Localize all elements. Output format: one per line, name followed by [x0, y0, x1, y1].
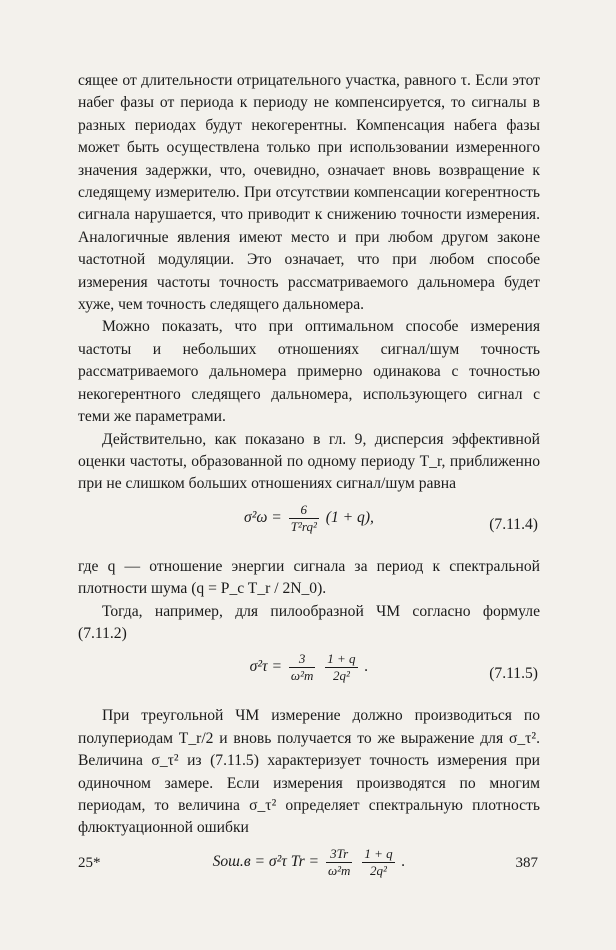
formula-7-11-4 [78, 502, 540, 548]
formula-2-label: (7.11.5) [489, 665, 538, 683]
formula-3-numerator-2: 1 + q [364, 845, 393, 861]
formula-3-denominator-2: 2q² [370, 862, 387, 878]
formula-2-fraction-1 [289, 651, 315, 684]
formula-1-fraction [289, 502, 319, 535]
paragraph-5: Тогда, например, для пилообразной ЧМ согласно формуле (7.11.2) [78, 602, 540, 642]
formula-3-denominator-1: ω²m [327, 862, 351, 878]
formula-2-lhs: σ²τ = [249, 658, 282, 676]
printer-signature: 25* [78, 855, 101, 871]
formula-2-fraction-2 [325, 651, 357, 684]
paragraph-4: где q — отношение энергии сигнала за период к спектральной плотности шума (q = P_c T_r / 2N_0). [78, 557, 540, 598]
paragraph-3: Действительно, как показано в гл. 9, дисперсия эффективной оценки частоты, образованной по одному периоду T_r, приближенно при не слишком больших отношениях сигнал/шум равна [78, 430, 540, 493]
page-number: 387 [515, 855, 538, 871]
formula-3-end: . [401, 852, 406, 870]
formula-3-numerator-1: 3Tr [326, 846, 352, 863]
formula-1-denominator: T²rq² [290, 518, 317, 534]
paragraph-1: сящее от длительности отрицательного участка, равного τ. Если этот набег фазы от периода к периоду не компенсируется, то сигналы в разных периодах будут некогерентны. Компенсация набега фазы может быть осуществлена только при использовании измеренного значения задержки, что, очевидно, означает вновь возвращение к следящему измерителю. При отсутствии компенсации когерентность сигнала нарушается, что приводит к снижению точности измерения. Аналогичные явления имеют место и при любом другом законе частотной модуляции. Это означает, что при любом способе измерения частоты точность рассматриваемого дальномера будет хуже, чем точность следящего дальномера. [78, 72, 540, 314]
paragraph-6: При треугольной ЧМ измерение должно производиться по полупериодам T_r/2 и вновь получается то же выражение для σ_τ². Величина σ_τ² из (7.11.5) характеризует точность измерения при одиночном замере. Если измерения производятся по многим периодам, то величина σ_τ² определяет спектральную плотность флюктуационной ошибки [78, 707, 540, 837]
formula-2-end: . [364, 658, 369, 676]
page-body [78, 70, 540, 898]
formula-3-lhs: Sош.в = σ²τ Tr = [212, 852, 320, 870]
formula-spectral-density [78, 846, 540, 890]
formula-2-numerator-2: 1 + q [327, 651, 356, 667]
paragraph-2: Можно показать, что при оптимальном способе измерения частоты и небольших отношениях сигнал/шум точность рассматриваемого дальномера примерно одинакова с точностью некогерентного следящего дальномера, использующего сигнал с теми же параметрами. [78, 318, 540, 426]
formula-2-denominator-2: 2q² [332, 668, 350, 684]
formula-1-numerator: 6 [289, 502, 319, 519]
formula-7-11-5 [78, 651, 540, 697]
formula-2-numerator-1: 3 [289, 651, 315, 668]
formula-3-fraction-1 [326, 846, 352, 879]
formula-1-lhs: σ²ω = [244, 508, 282, 526]
formula-1-rest: (1 + q), [325, 508, 374, 526]
formula-1-label: (7.11.4) [489, 515, 538, 533]
formula-3-fraction-2 [362, 846, 394, 879]
formula-2-denominator-1: ω²m [290, 668, 314, 684]
